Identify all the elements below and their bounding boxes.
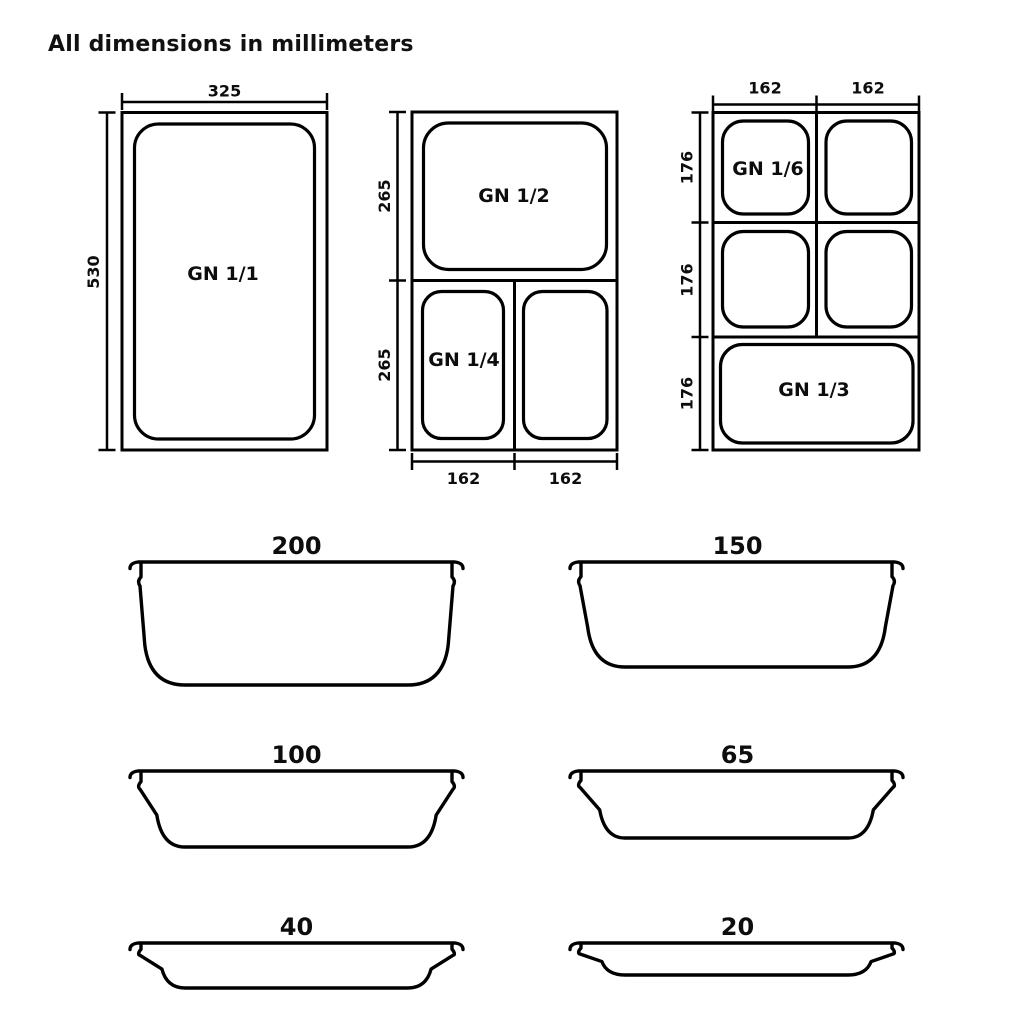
gn16-label: GN 1/6 <box>732 158 804 180</box>
depth-100-label: 100 <box>271 741 322 769</box>
gn12-label: GN 1/2 <box>478 185 550 207</box>
gn16-row1-dim: 176 <box>677 150 697 185</box>
gn16-width-right-dim: 162 <box>851 78 885 98</box>
depth-profiles <box>130 532 903 988</box>
gn11-label: GN 1/1 <box>187 263 259 285</box>
gn11-height-dim: 530 <box>84 255 103 289</box>
gn14-pan-cavity-unlabeled <box>524 292 608 439</box>
gn16-row2-dim: 176 <box>677 263 697 297</box>
gn12-width-right-dim: 162 <box>548 469 583 488</box>
pan-profile-150 <box>570 562 903 667</box>
diagram-gn-1-1 <box>84 82 327 451</box>
gn13-label: GN 1/3 <box>778 379 850 401</box>
gn12-width-left-dim: 162 <box>446 469 481 488</box>
gn12-height-top-dim: 265 <box>375 179 394 213</box>
pan-profile-40 <box>130 943 463 988</box>
gn16-pan-cavity <box>826 121 912 214</box>
gn12-height-bottom-dim: 265 <box>375 348 394 382</box>
pan-profile-200 <box>130 562 463 685</box>
depth-200-label: 200 <box>271 532 322 560</box>
diagram-gn-1-6 <box>678 79 920 451</box>
depth-150-label: 150 <box>712 532 763 560</box>
pan-profile-100 <box>130 771 463 847</box>
pan-profile-20 <box>570 943 903 975</box>
gn16-width-left-dim: 162 <box>748 78 782 98</box>
gn16-pan-cavity <box>826 232 912 328</box>
gn14-label: GN 1/4 <box>428 349 500 371</box>
depth-20-label: 20 <box>720 913 755 941</box>
gn11-width-dim: 325 <box>207 81 242 101</box>
page-title: All dimensions in millimeters <box>48 32 414 57</box>
diagram-gn-1-2 <box>375 112 617 488</box>
pan-profile-65 <box>570 771 903 838</box>
gn16-row3-dim: 176 <box>677 376 697 411</box>
depth-40-label: 40 <box>279 913 314 941</box>
depth-65-label: 65 <box>720 741 755 769</box>
gn16-pan-cavity <box>723 232 809 328</box>
